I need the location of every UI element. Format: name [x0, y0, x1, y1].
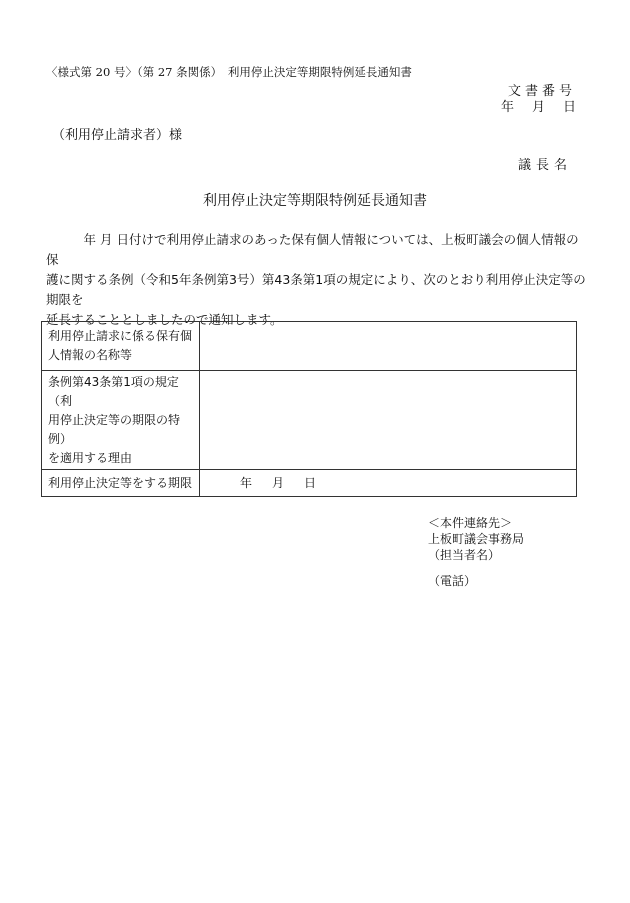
recipient: （利用停止請求者）様 [52, 128, 183, 143]
table-row-deadline [42, 470, 577, 497]
value-target-info[interactable] [200, 322, 577, 371]
table-row-reason [42, 371, 577, 470]
body-line-3: 延長することとしましたので通知します。 [46, 312, 283, 327]
label-reason-line-3: を適用する理由 [48, 450, 133, 465]
label-target-info-line-2: 人情報の名称等 [48, 348, 133, 362]
table-row-target-info [42, 322, 577, 371]
label-target-info-line-1: 利用停止請求に係る保有個 [48, 329, 193, 343]
date-year: 年 [500, 100, 514, 115]
contact-heading: ＜本件連絡先＞ [428, 516, 513, 530]
body-line-1: 年 月 日付けで利用停止請求のあった保有個人情報については、上板町議会の個人情報の保 [46, 232, 579, 267]
document-title: 利用停止決定等期限特例延長通知書 [203, 193, 427, 209]
document-number: 文書番号 [507, 84, 576, 99]
label-target-info [42, 322, 200, 371]
label-reason-line-2: 用停止決定等の期限の特例） [48, 412, 181, 446]
body-text [46, 230, 586, 330]
label-reason-line-1: 条例第43条第1項の規定（利 [48, 374, 179, 408]
value-deadline[interactable] [200, 470, 577, 497]
label-deadline: 利用停止決定等をする期限 [42, 470, 200, 497]
contact-block [428, 515, 524, 589]
date-day: 日 [562, 100, 576, 115]
form-label: 〈様式第 20 号〉（第 27 条関係） 利用停止決定等期限特例延長通知書 [46, 65, 412, 79]
deadline-day: 日 [304, 475, 317, 490]
body-line-2: 護に関する条例（令和5年条例第3号）第43条第1項の規定により、次のとおり利用停止決定等の期限を [46, 272, 586, 307]
deadline-month: 月 [272, 475, 285, 490]
sender-name: 議長名 [517, 158, 572, 173]
contact-office: 上板町議会事務局 [428, 532, 525, 546]
deadline-year: 年 [240, 475, 253, 490]
info-table [41, 321, 577, 497]
label-reason [42, 371, 200, 470]
value-reason[interactable] [200, 371, 577, 470]
document-date [483, 96, 576, 115]
deadline-date [206, 474, 570, 493]
date-month: 月 [531, 100, 545, 115]
contact-person: （担当者名） [428, 548, 501, 562]
contact-phone: （電話） [428, 574, 477, 588]
